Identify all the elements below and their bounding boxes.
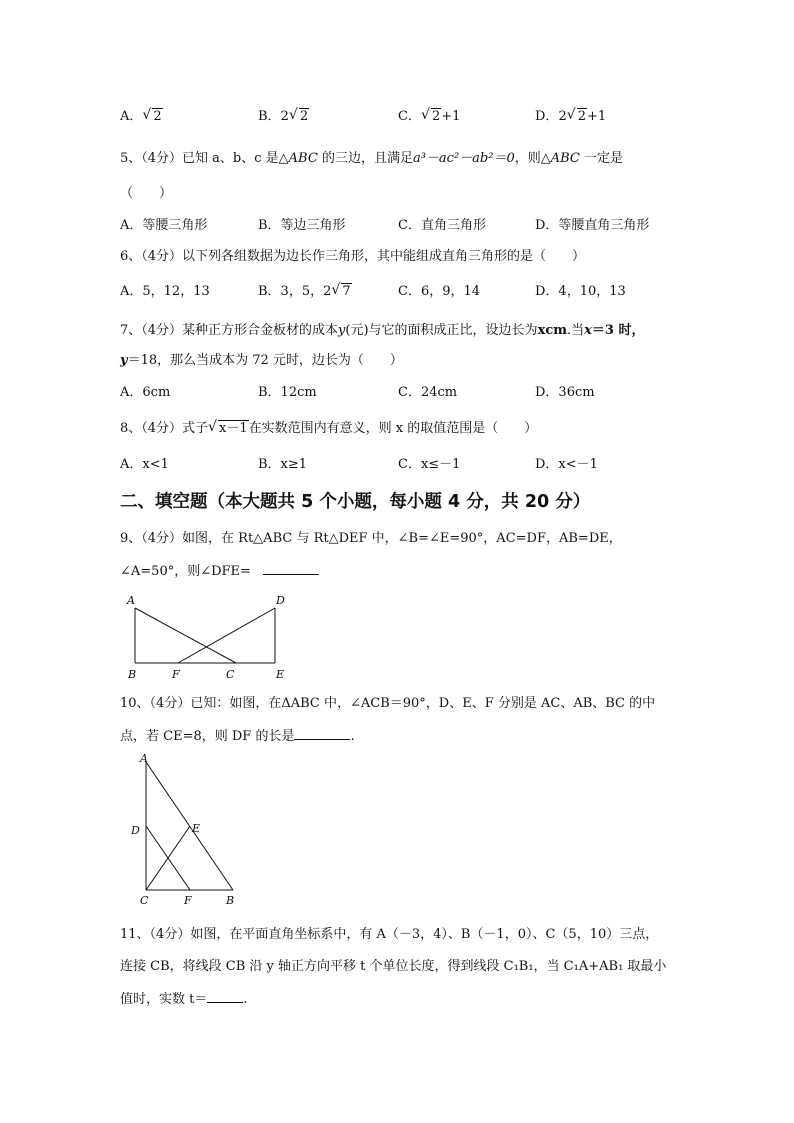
q7-option-b: B．12cm <box>258 385 317 400</box>
q9-label-a: A <box>127 594 135 607</box>
q10-label-c: C <box>140 894 149 907</box>
q5-option-d: D．等腰直角三角形 <box>535 218 650 233</box>
q9-stem-line2: ∠A=50°，则∠DFE= <box>120 562 319 581</box>
q4-option-d: D．2√ 2+1 <box>535 108 606 126</box>
q9-segment-df <box>178 608 275 663</box>
q7-option-d: D．36cm <box>535 385 595 400</box>
section-2-title: 二、填空题（本大题共 5 个小题，每小题 4 分，共 20 分） <box>120 492 591 512</box>
q10-stem-line1: 10、（4分）已知：如图，在ΔABC 中，∠ACB＝90°，D、E、F 分别是 AC、AB、BC 的中 <box>120 696 656 711</box>
q10-answer-blank[interactable] <box>294 727 350 740</box>
q8-stem: 8、（4分）式子√ x－1在实数范围内有意义，则 x 的取值范围是（ ） <box>120 420 537 438</box>
q11-answer-blank[interactable] <box>207 990 243 1003</box>
q4-option-b: B．2√ 2 <box>258 108 309 126</box>
q4-option-c: C．√ 2+1 <box>398 108 460 126</box>
q9-label-e: E <box>276 668 285 681</box>
q6-option-d: D．4，10，13 <box>535 284 626 299</box>
q9-answer-blank[interactable] <box>263 562 319 575</box>
q5-stem: 5、（4分）已知 a、b、c 是△ABC 的三边，且满足a³－ac²－ab²＝0，则△ABC 一定是 <box>120 151 623 166</box>
q11-stem-line3: 值时，实数 t＝ . <box>120 992 248 1007</box>
q7-stem-line2: y＝18，那么当成本为 72 元时，边长为（ ） <box>120 353 403 368</box>
q6-stem: 6、（4分）以下列各组数据为边长作三角形，其中能组成直角三角形的是（ ） <box>120 249 586 264</box>
q10-figure <box>128 750 248 910</box>
q6-option-a: A．5，12，13 <box>120 284 210 299</box>
q6-option-b: B．3，5，2√ 7 <box>258 283 352 301</box>
q9-segment-ac <box>135 608 236 663</box>
q5-option-b: B．等边三角形 <box>258 218 346 233</box>
q7-option-c: C．24cm <box>398 385 458 400</box>
q7-stem-line1: 7、（4分）某种正方形合金板材的成本y(元)与它的面积成正比，设边长为xcm.当x＝3 时， <box>120 323 645 338</box>
q9-figure <box>118 590 298 682</box>
q8-option-d: D．x<－1 <box>535 457 598 472</box>
q5-paren: （ ） <box>120 186 173 201</box>
q9-label-b: B <box>128 668 137 681</box>
q10-label-d: D <box>131 824 140 837</box>
q10-label-b: B <box>226 894 235 907</box>
q9-label-f: F <box>172 668 180 681</box>
q10-label-a: A <box>140 752 148 765</box>
q10-stem-line2: 点，若 CE=8，则 DF 的长是 . <box>120 729 355 744</box>
q6-option-c: C．6，9，14 <box>398 284 481 299</box>
q8-option-a: A．x<1 <box>120 457 169 472</box>
q9-stem-line1: 9、（4分）如图，在 Rt△ABC 与 Rt△DEF 中，∠B=∠E=90°，AC=DF，AB=DE， <box>120 531 622 546</box>
q8-option-c: C．x≤－1 <box>398 457 461 472</box>
q4-option-a: A．√ 2 <box>120 108 163 126</box>
q5-option-c: C．直角三角形 <box>398 218 486 233</box>
q11-stem-line2: 连接 CB，将线段 CB 沿 y 轴正方向平移 t 个单位长度，得到线段 C₁B₁，当 C₁A+AB₁ 取最小 <box>120 959 667 974</box>
q8-option-b: B．x≥1 <box>258 457 308 472</box>
q9-label-c: C <box>226 668 235 681</box>
q11-stem-line1: 11、（4分）如图，在平面直角坐标系中，有 A（－3，4）、B（－1，0）、C（5，10）三点， <box>120 927 659 942</box>
q9-label-d: D <box>276 594 285 607</box>
q10-label-e: E <box>192 822 201 835</box>
q5-option-a: A．等腰三角形 <box>120 218 208 233</box>
q10-label-f: F <box>184 894 192 907</box>
q7-option-a: A．6cm <box>120 385 171 400</box>
